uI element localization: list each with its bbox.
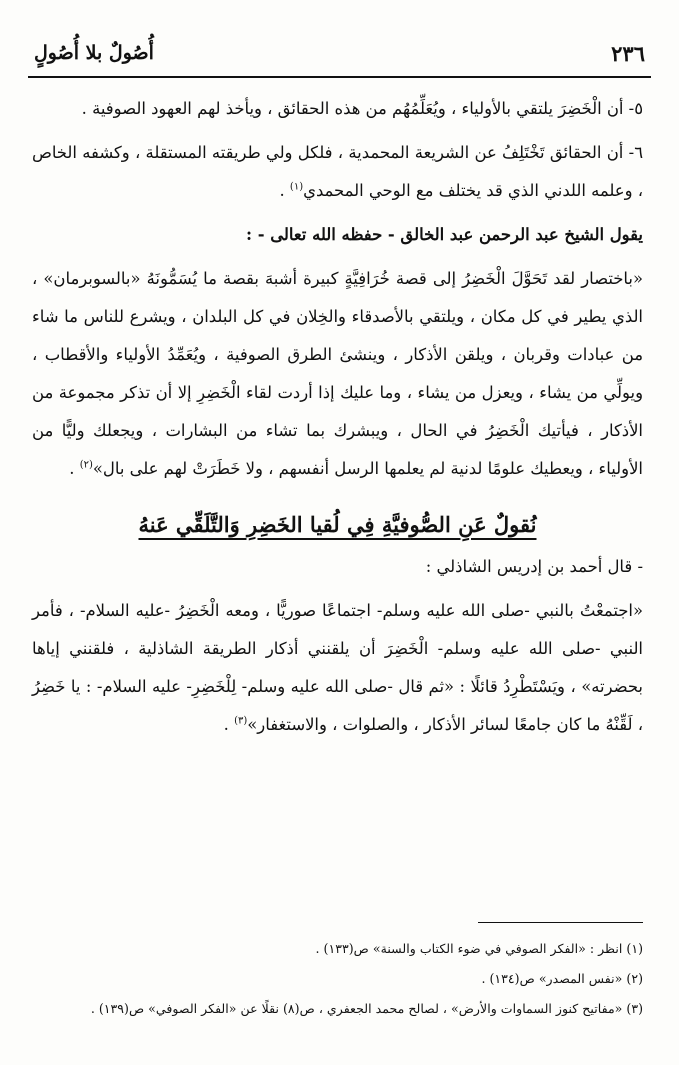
point-6 xyxy=(32,134,643,210)
quote-superman xyxy=(32,260,643,488)
footnote-list xyxy=(32,922,643,1024)
quote-shadhili-end: . xyxy=(223,715,235,734)
quote-shadhili xyxy=(32,592,643,744)
footnote-2: (٢) «نفس المصدر» ص(١٣٤) . xyxy=(481,971,643,986)
main-text xyxy=(32,90,643,750)
sheikh-intro: يقول الشيخ عبد الرحمن عبد الخالق - حفظه الله تعالى - : xyxy=(245,225,643,244)
point-6-end: . xyxy=(279,181,290,200)
page-header xyxy=(28,30,651,78)
footnote-ref-1: (١) xyxy=(289,181,304,193)
shadhili-intro: - قال أحمد بن إدريس الشاذلي : xyxy=(425,557,643,576)
point-5: ٥- أن الْخَضِرَ يلتقي بالأولياء ، ويُعَلِّمُهُم من هذه الحقائق ، ويأخذ لهم العهود الصوفية . xyxy=(81,99,643,118)
footnote-1: (١) انظر : «الفكر الصوفي في ضوء الكتاب والسنة» ص(١٣٣) . xyxy=(315,941,643,956)
footnote-ref-2: (٢) xyxy=(79,459,93,471)
section-heading: نُقولٌ عَنِ الصُّوفيَّةِ فِي لُقيا الخَضِرِ وَالتَّلَقِّي عَنهُ xyxy=(138,512,537,537)
footnote-ref-3: (٣) xyxy=(234,715,248,727)
footnote-3: (٣) «مفاتيح كنوز السماوات والأرض» ، لصالح محمد الجعفري ، ص(٨) نقلًا عن «الفكر الصوفي» ص(١٣٩) . xyxy=(90,1001,643,1016)
point-6-text: ٦- أن الحقائق تَخْتَلِفُ عن الشريعة المحمدية ، فلكل ولي طريقته المستقلة ، وكشفه الخاص ، وعلمه اللدني الذي قد يختلف مع الوحي المحمدي xyxy=(32,143,643,200)
quote-superman-text: «باختصار لقد تَحَوَّلَ الْخَضِرُ إلى قصة خُرَافِيَّةٍ كبيرة أشبهَ بقصة ما يُسَمُّونَهُ «بالسوبرمان» ، الذي يطير في كل مكان ، ويلتقي بالأصدقاء والخِلان في كل البلدان ، ويشرع للناس ما شاء من عبادات وقربان ، ويلقن الأذكار ، وينشئ الطرق الصوفية ، ويُعَمِّدُ الأولياء والأقطاب ، ويولِّي من يشاء ، ويعزل من يشاء ، وما عليك إذا أردت لقاء الْخَضِرِ إلا أن تذكر مجموعة من الأذكار ، فيأتيك الْخَضِرُ في الحال ، ويبشرك بما تشاء من البشارات ، ويجعلك وليًّا من الأولياء ، ويعطيك علومًا لدنية لم يعلمها الرسل أنفسهم ، ولا خَطَرَتْ لهم على بال» xyxy=(32,269,643,478)
footnote-separator xyxy=(478,922,643,923)
quote-shadhili-text: «اجتمعْتُ بالنبي -صلى الله عليه وسلم- اجتماعًا صوريًّا ، ومعه الْخَضِرُ -عليه السلام- ، فأمر النبي -صلى الله عليه وسلم- الْخَضِرَ أن يلقنني أذكار الطريقة الشاذلية ، فلقنني إياها بحضرته» ، ويَسْتَطْرِدُ قائلًا : «ثم قال -صلى الله عليه وسلم- لِلْخَضِرِ- عليه السلام- : يا خَضِرُ ، لَقِّنْهُ ما كان جامعًا لسائر الأذكار ، والصلوات ، والاستغفار» xyxy=(32,601,643,734)
footnotes xyxy=(32,922,643,1024)
running-title: أُصُولٌ بلا أُصُولٍ xyxy=(34,42,154,64)
quote-superman-end: . xyxy=(69,459,80,478)
page-number: ٢٣٦ xyxy=(611,40,645,66)
